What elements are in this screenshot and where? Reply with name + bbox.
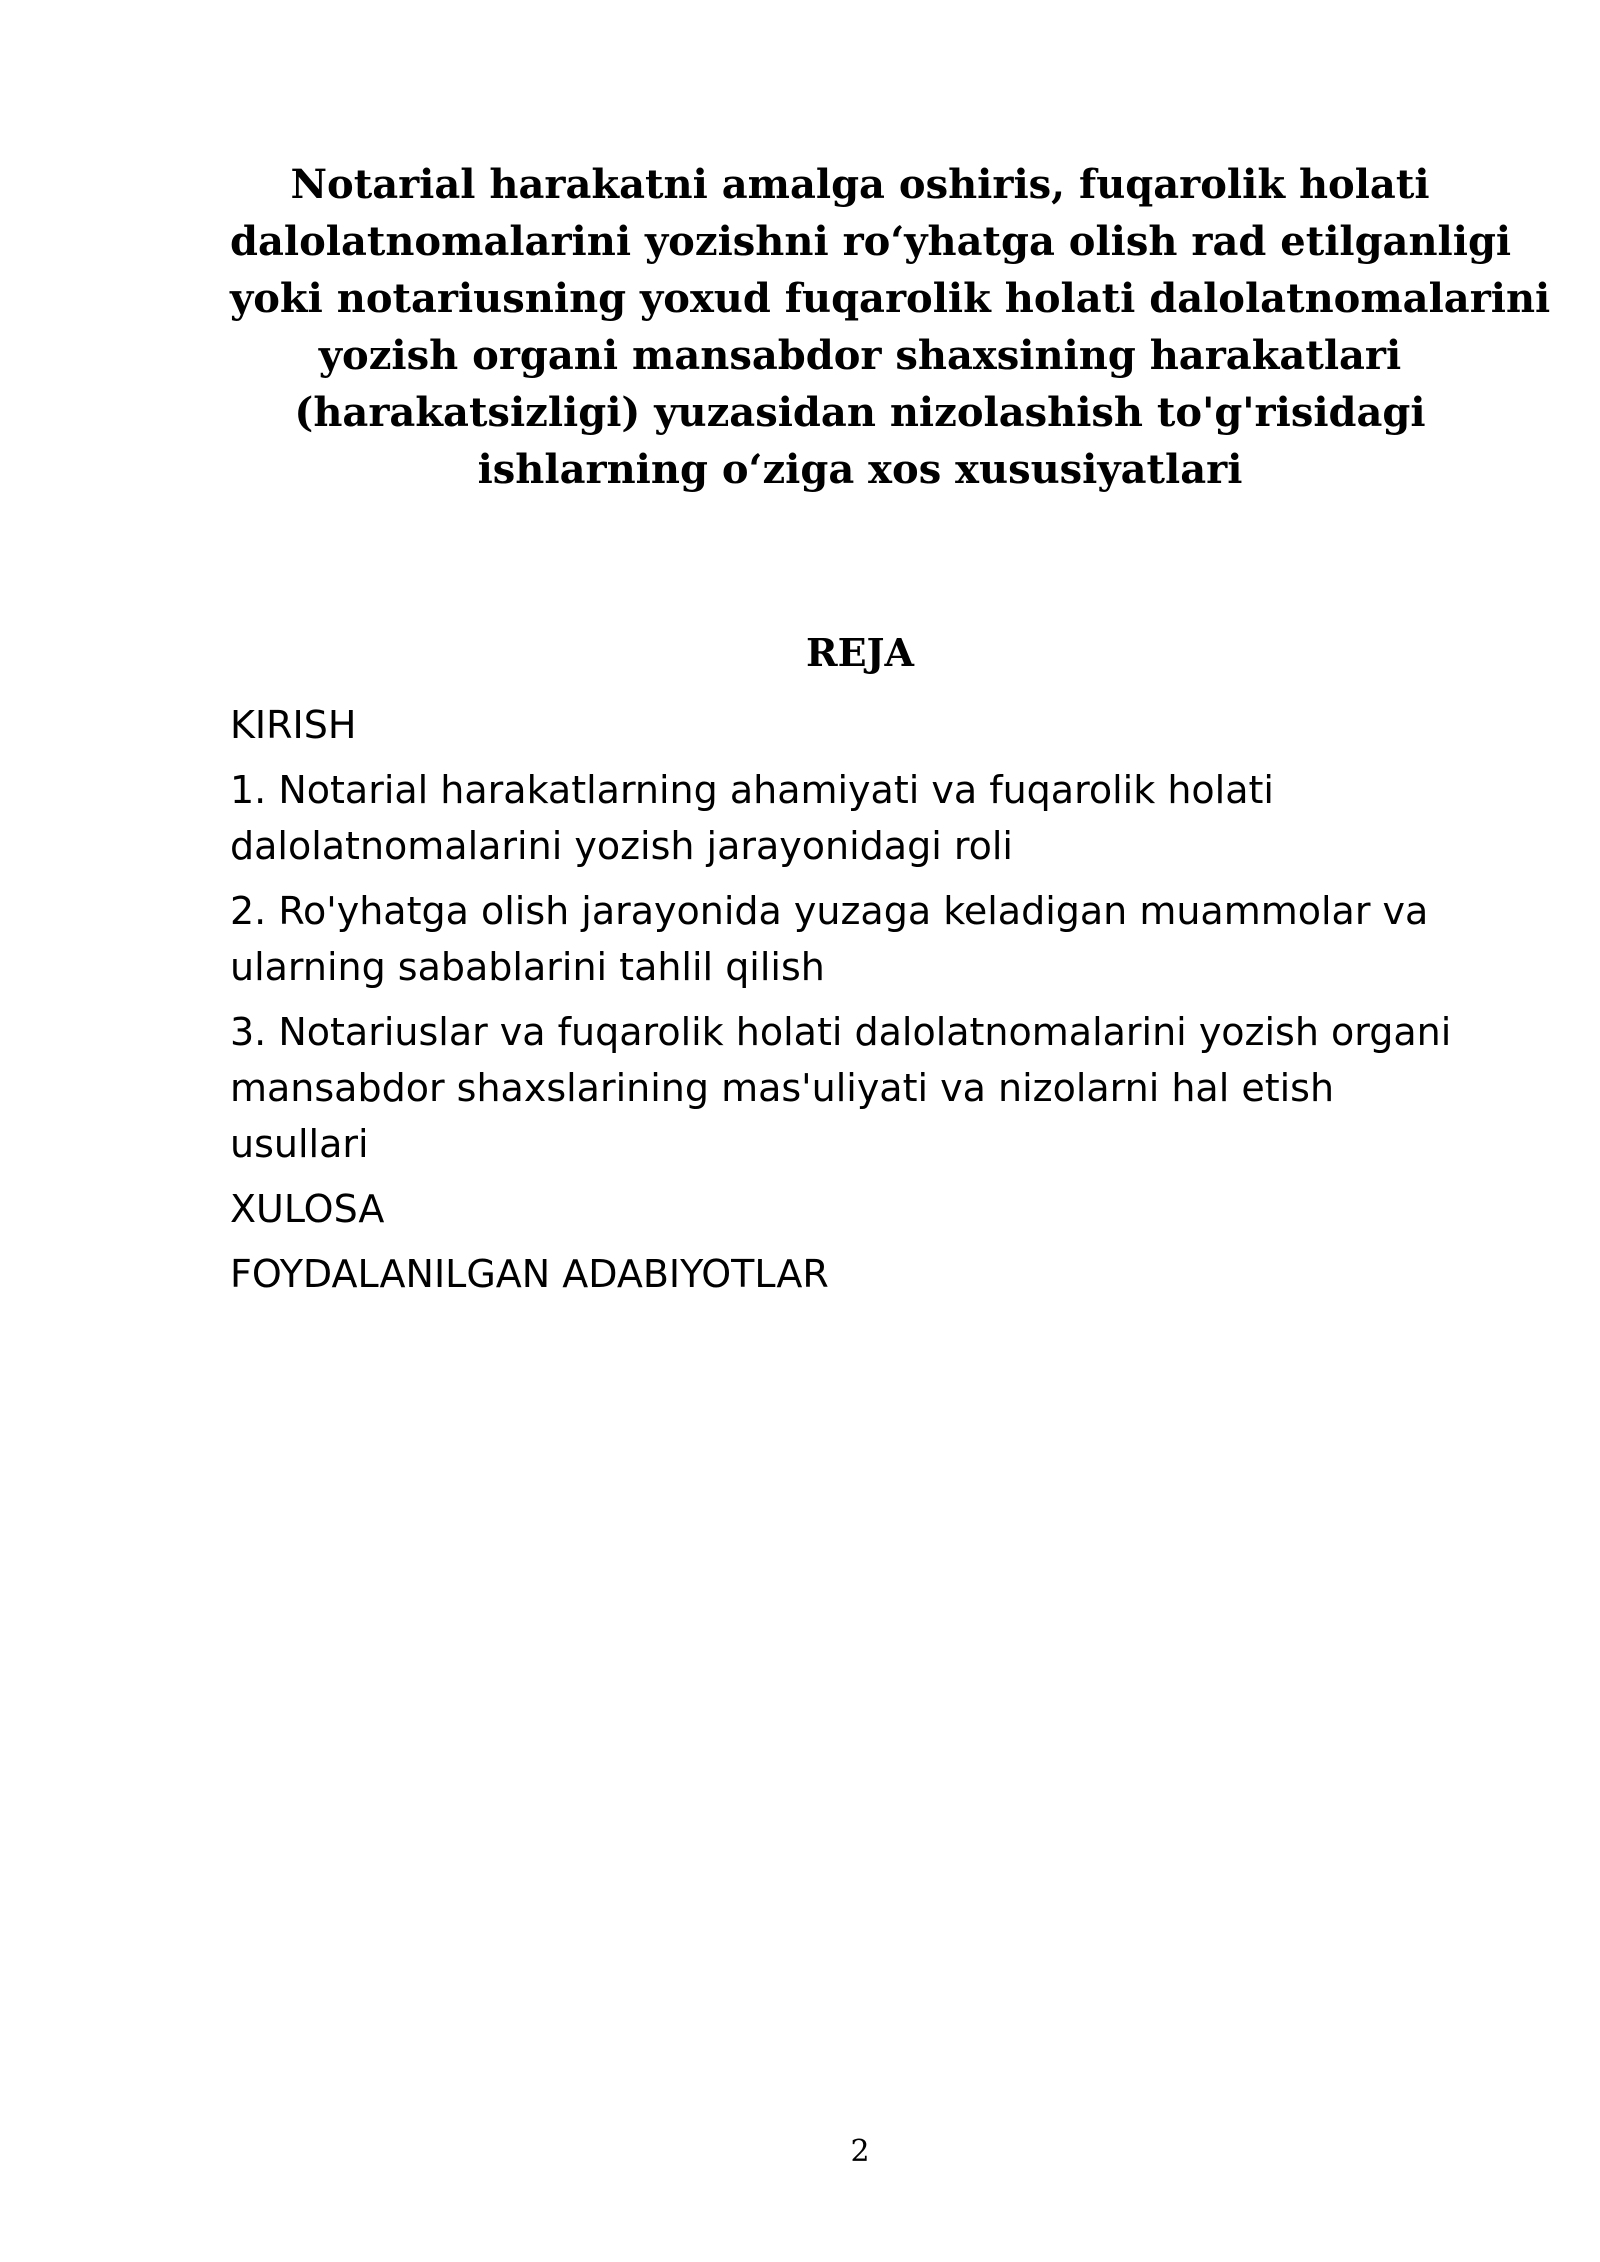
page-number: 2 — [850, 2134, 870, 2169]
plan-item-text: 1. Notarial harakatlarning ahamiyati va fuqarolik holati — [230, 768, 1274, 812]
title-line: yoki notariusning yoxud fuqarolik holati dalolatnomalarini — [230, 275, 1551, 322]
plan-item-conclusion — [230, 1181, 1530, 1237]
plan-item-text: dalolatnomalarini yozish jarayonidagi roli — [230, 824, 1013, 868]
plan-item-1 — [230, 762, 1530, 874]
title-line: dalolatnomalarini yozishni ro‘yhatga olish rad etilganligi — [230, 218, 1512, 265]
plan-item-2 — [230, 883, 1530, 995]
plan-item-text: 3. Notariuslar va fuqarolik holati dalolatnomalarini yozish organi — [230, 1010, 1452, 1054]
title-line: Notarial harakatni amalga oshiris, fuqarolik holati — [290, 161, 1430, 208]
plan-item-text: FOYDALANILGAN ADABIYOTLAR — [230, 1252, 829, 1296]
title-line: yozish organi mansabdor shaxsining harakatlari — [318, 332, 1402, 379]
title-line: (harakatsizligi) yuzasidan nizolashish to'g'risidagi — [294, 389, 1426, 436]
plan-list — [230, 697, 1530, 1311]
plan-item-references — [230, 1246, 1530, 1302]
plan-item-intro — [230, 697, 1530, 753]
plan-item-text: KIRISH — [230, 703, 357, 747]
plan-item-text: usullari — [230, 1122, 369, 1166]
title-line: ishlarning o‘ziga xos xususiyatlari — [477, 446, 1243, 493]
plan-item-text: XULOSA — [230, 1187, 385, 1231]
plan-item-text: ularning sabablarini tahlil qilish — [230, 945, 825, 989]
plan-item-text: mansabdor shaxslarining mas'uliyati va nizolarni hal etish — [230, 1066, 1335, 1110]
plan-item-text: 2. Ro'yhatga olish jarayonida yuzaga keladigan muammolar va — [230, 889, 1429, 933]
document-title — [230, 156, 1551, 498]
plan-heading: REJA — [805, 630, 914, 675]
plan-item-3 — [230, 1004, 1530, 1172]
